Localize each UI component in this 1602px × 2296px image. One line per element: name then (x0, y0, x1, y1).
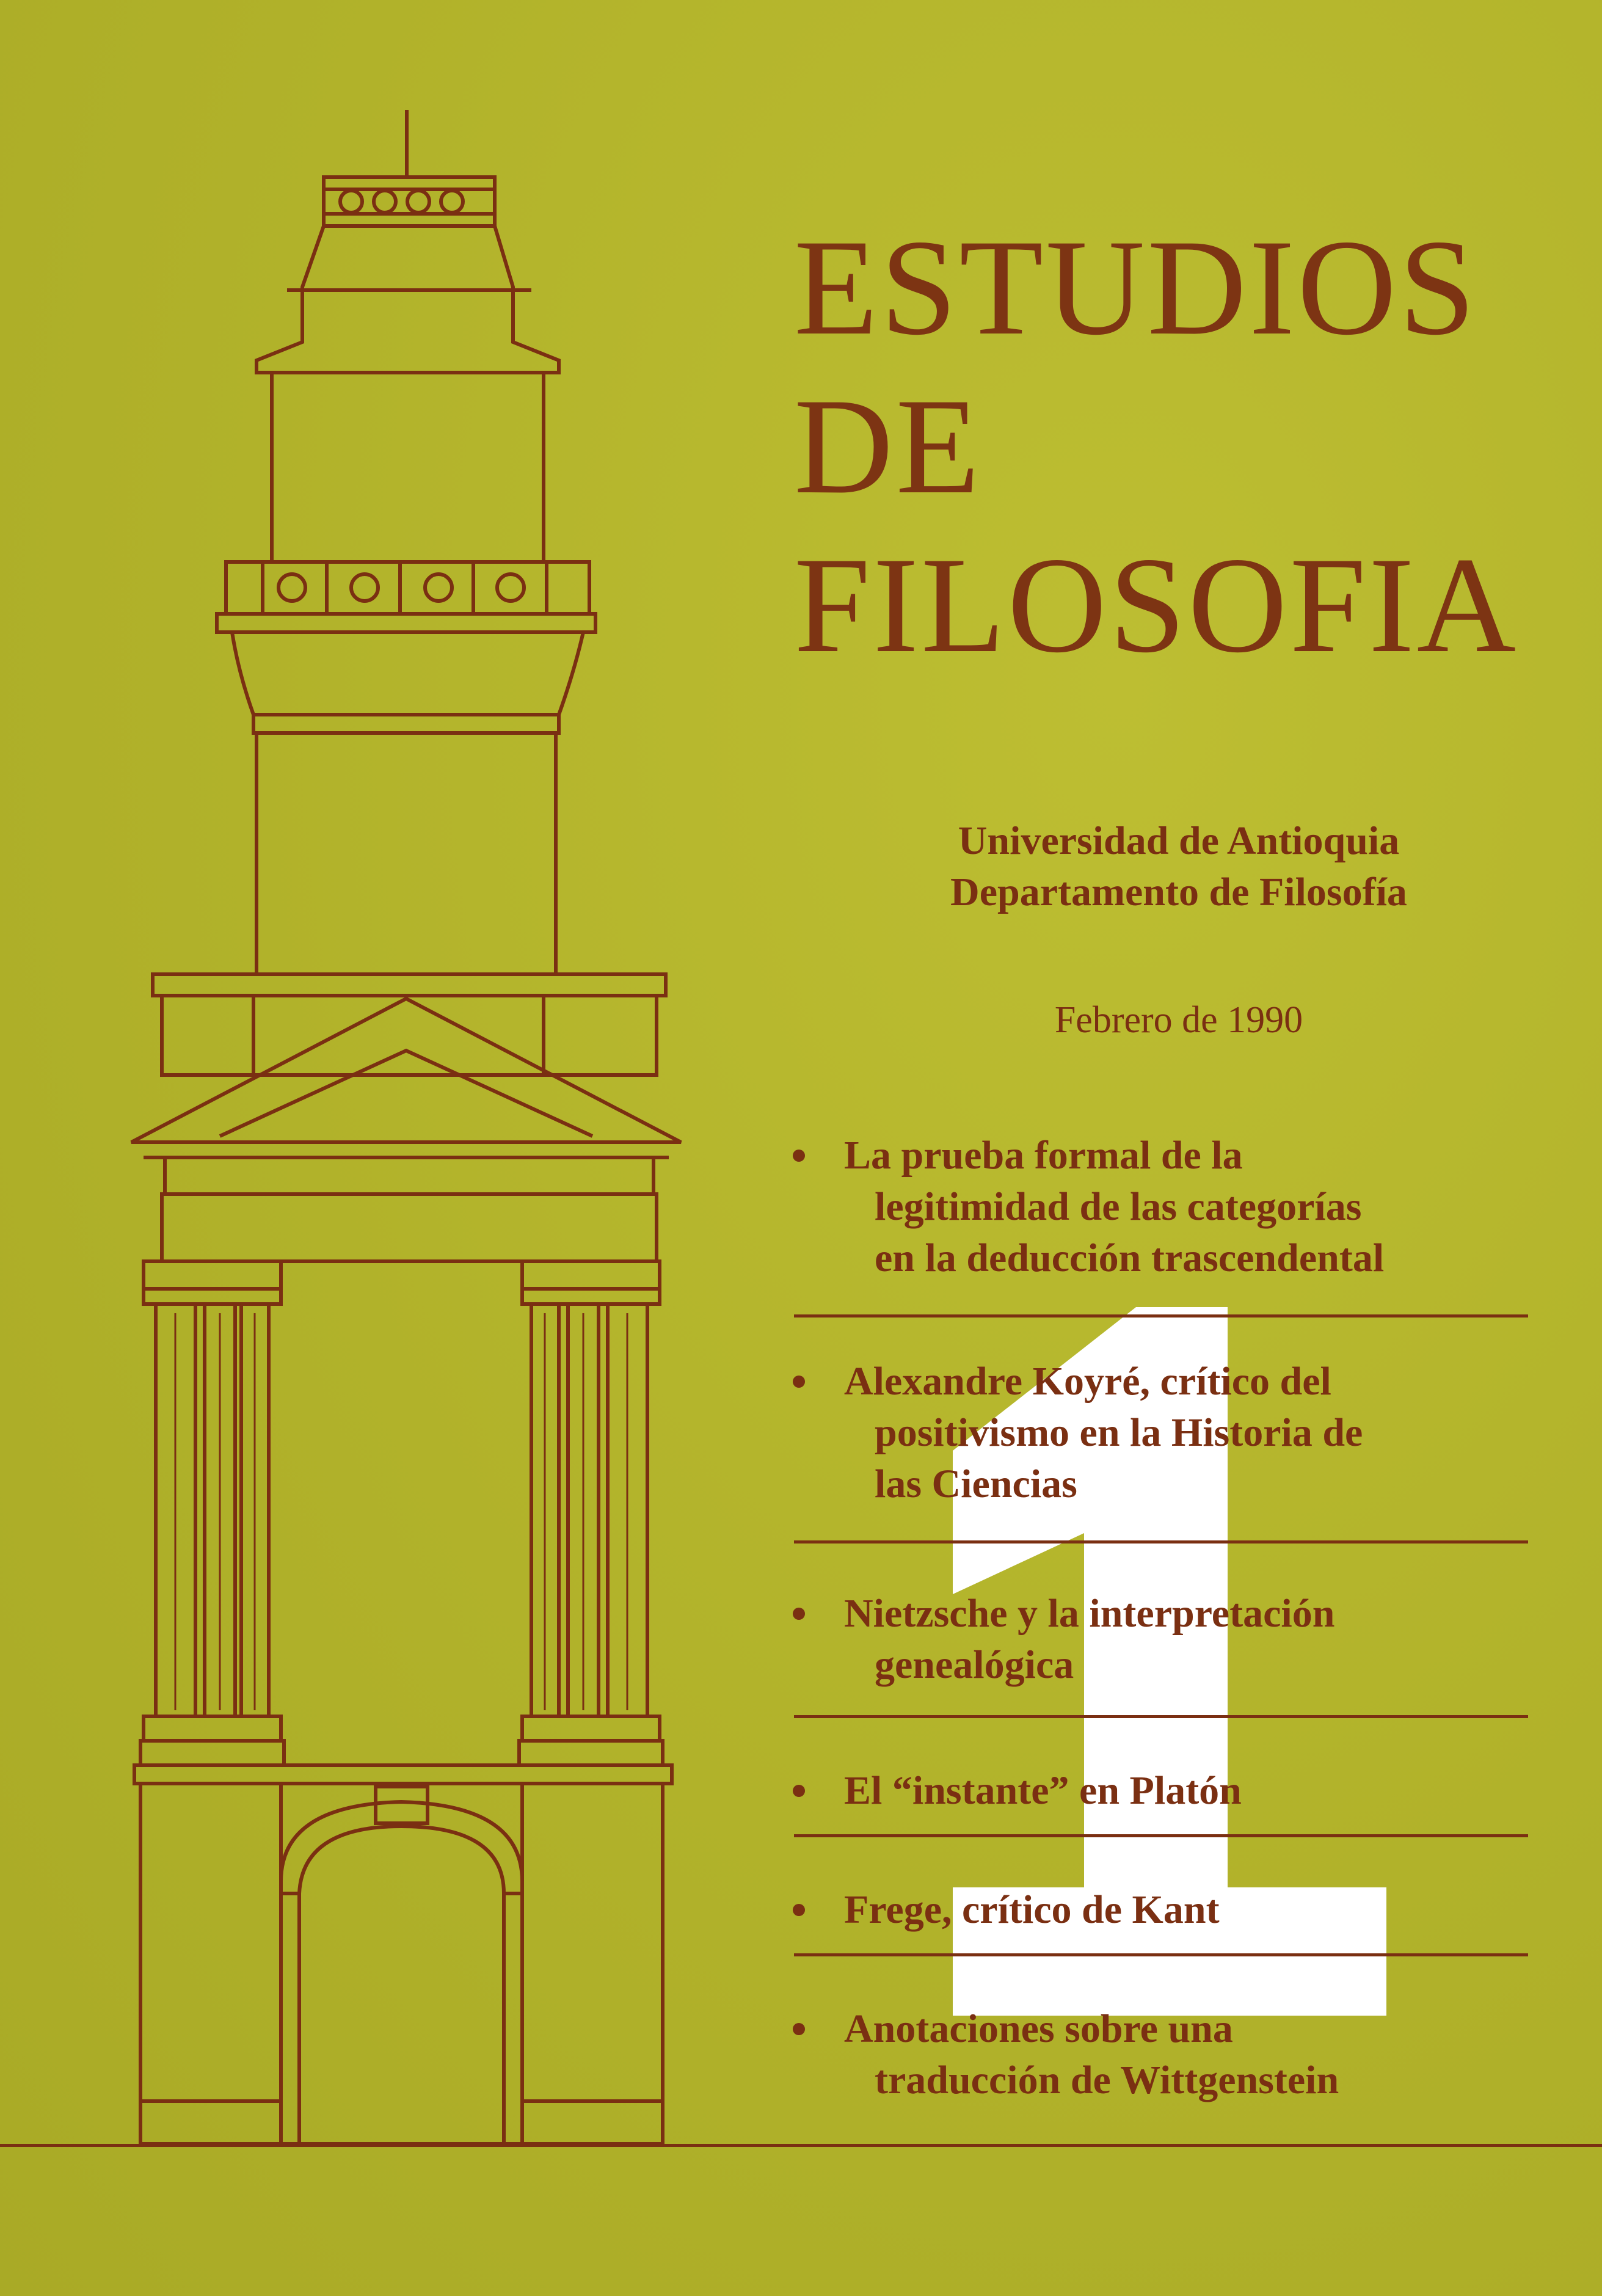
title-line: ESTUDIOS (794, 211, 1478, 363)
title-line: FILOSOFIA (794, 528, 1519, 681)
divider (794, 1540, 1528, 1543)
title-line: DE (794, 370, 982, 522)
institution (904, 815, 1454, 918)
article-line: legitimidad de las categorías (875, 1184, 1362, 1229)
article-line: Anotaciones sobre una (844, 2006, 1233, 2051)
article-line: positivismo en la Historia de (875, 1410, 1363, 1455)
article-line: Nietzsche y la interpretación (844, 1591, 1335, 1636)
article-item (788, 1884, 1527, 1936)
divider (794, 1834, 1528, 1837)
article-line: Frege, crítico de Kant (844, 1887, 1220, 1932)
article-line: Alexandre Koyré, crítico del (844, 1359, 1331, 1404)
article-line: las Ciencias (875, 1462, 1077, 1506)
divider (794, 1953, 1528, 1956)
article-line: traducción de Wittgenstein (875, 2058, 1339, 2102)
bottom-divider (0, 2144, 1602, 2147)
divider (794, 1314, 1528, 1317)
department-name: Departamento de Filosofía (950, 870, 1407, 914)
university-name: Universidad de Antioquia (958, 818, 1400, 863)
article-item (788, 1130, 1527, 1284)
divider (794, 1715, 1528, 1718)
tower-illustration (0, 0, 702, 2156)
publication-date: Febrero de 1990 (1054, 999, 1303, 1041)
article-item (788, 1588, 1527, 1691)
article-line: en la deducción trascendental (875, 1236, 1385, 1280)
article-line: El “instante” en Platón (844, 1768, 1242, 1813)
article-line: genealógica (875, 1642, 1074, 1687)
journal-title (794, 208, 1518, 684)
article-item (788, 2003, 1527, 2106)
article-line: La prueba formal de la (844, 1133, 1243, 1178)
article-item (788, 1765, 1527, 1817)
article-item (788, 1356, 1527, 1510)
